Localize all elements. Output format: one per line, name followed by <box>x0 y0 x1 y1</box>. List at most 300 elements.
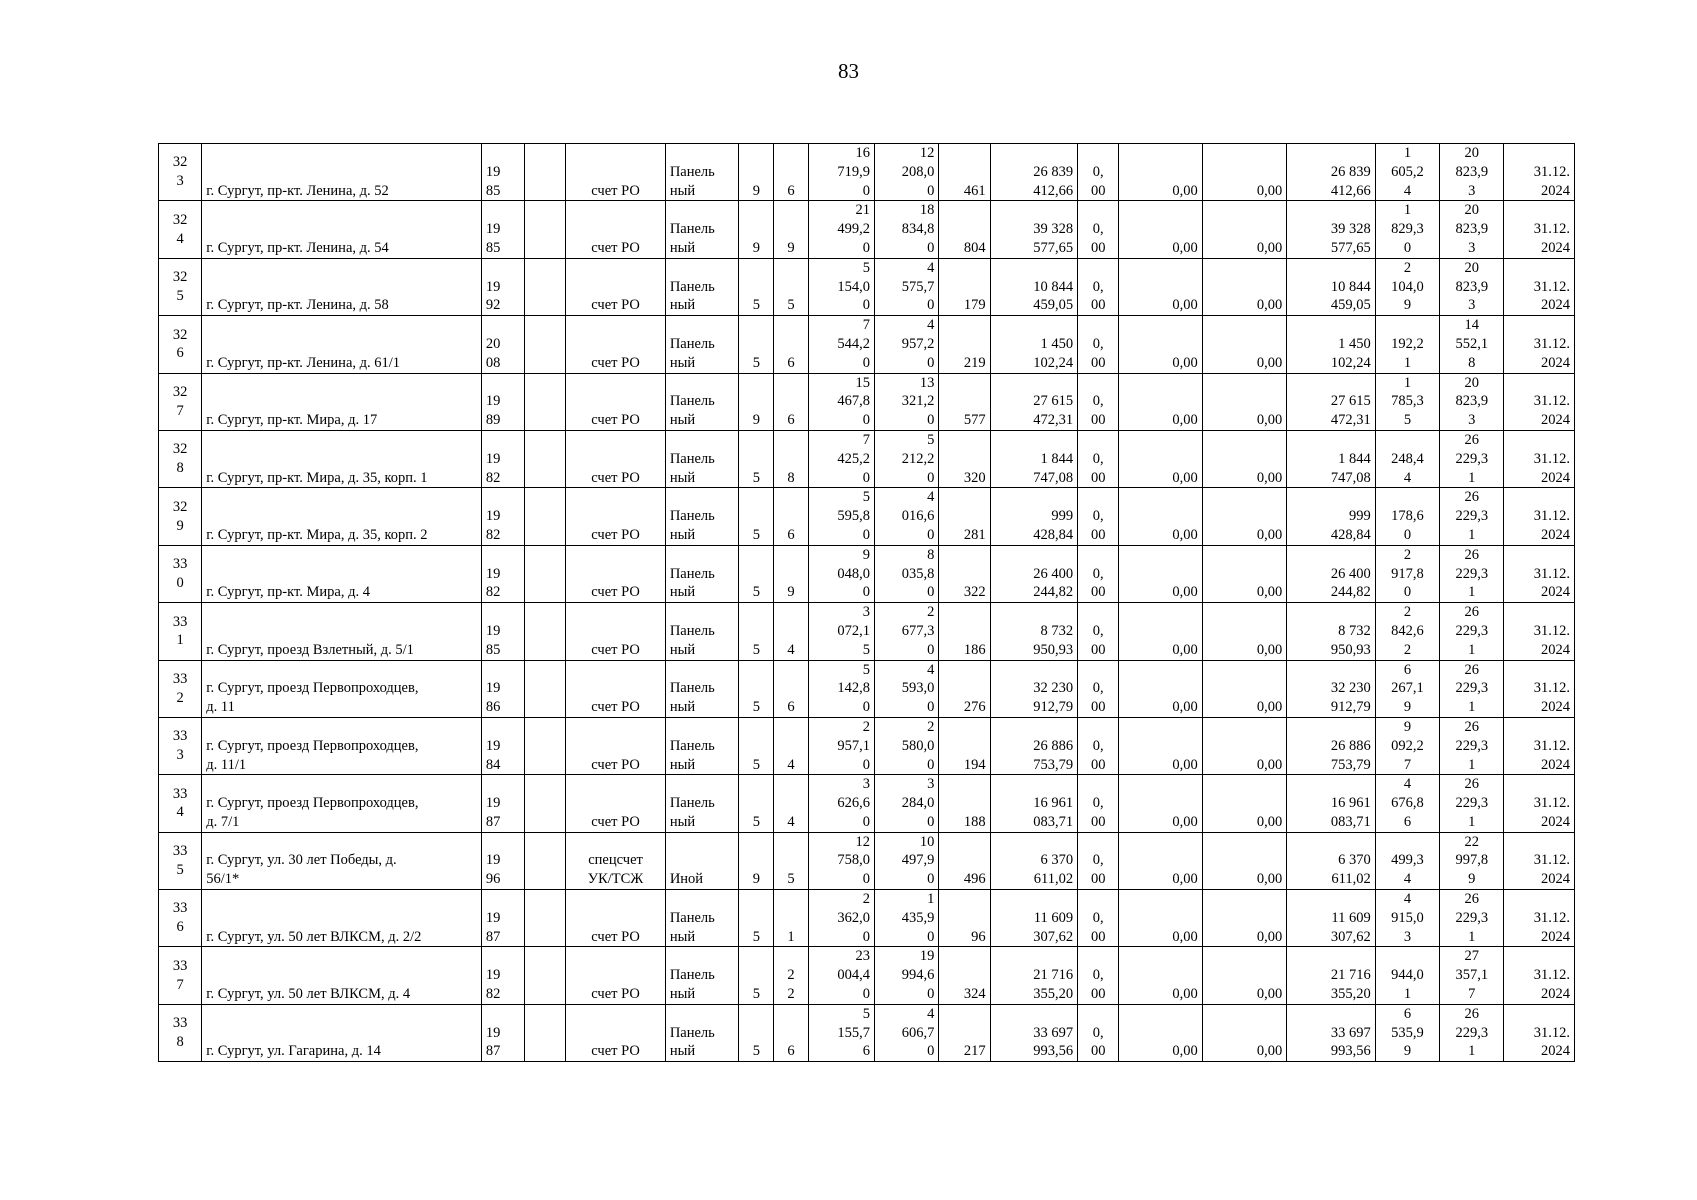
row-number-cell: 33 6 <box>159 890 202 947</box>
row-number-cell: 33 5 <box>159 832 202 889</box>
table-row <box>159 316 1575 373</box>
floors-cell: 5 <box>739 258 774 315</box>
deadline-cell: 31.12. 2024 <box>1504 545 1575 602</box>
planned-funds-cell: 26 400 244,82 <box>1287 545 1376 602</box>
max-cost-cell: 14 552,1 8 <box>1440 316 1504 373</box>
budget-cell: 0,00 <box>1119 660 1202 717</box>
budget-cell: 0,00 <box>1119 316 1202 373</box>
year-cell: 19 82 <box>481 947 524 1004</box>
wall-material-cell: Панель ный <box>665 316 738 373</box>
owner-funds-cell: 0,00 <box>1202 373 1286 430</box>
entrances-cell: 4 <box>774 603 808 660</box>
residential-area-cell: 2 677,3 0 <box>874 603 938 660</box>
deadline-cell: 31.12. 2024 <box>1504 603 1575 660</box>
fund-share-cell: 0, 00 <box>1078 545 1119 602</box>
residents-cell: 219 <box>939 316 990 373</box>
residents-cell: 320 <box>939 430 990 487</box>
row-number-cell: 32 9 <box>159 488 202 545</box>
deadline-cell: 31.12. 2024 <box>1504 947 1575 1004</box>
total-cost-cell: 32 230 912,79 <box>990 660 1077 717</box>
account-type-cell: счет РО <box>566 1004 666 1061</box>
total-area-cell: 7 544,2 0 <box>808 316 874 373</box>
account-type-cell: счет РО <box>566 488 666 545</box>
deadline-cell: 31.12. 2024 <box>1504 258 1575 315</box>
max-cost-cell: 27 357,1 7 <box>1440 947 1504 1004</box>
row-number-cell: 33 8 <box>159 1004 202 1061</box>
address-cell: г. Сургут, ул. 30 лет Победы, д. 56/1* <box>202 832 482 889</box>
address-cell: г. Сургут, пр-кт. Мира, д. 35, корп. 1 <box>202 430 482 487</box>
wall-material-cell: Иной <box>665 832 738 889</box>
fund-share-cell: 0, 00 <box>1078 775 1119 832</box>
row-number-cell: 33 2 <box>159 660 202 717</box>
deadline-cell: 31.12. 2024 <box>1504 660 1575 717</box>
residential-area-cell: 3 284,0 0 <box>874 775 938 832</box>
total-cost-cell: 6 370 611,02 <box>990 832 1077 889</box>
table-row <box>159 775 1575 832</box>
owner-funds-cell: 0,00 <box>1202 488 1286 545</box>
account-type-cell: счет РО <box>566 717 666 774</box>
residential-area-cell: 4 606,7 0 <box>874 1004 938 1061</box>
max-cost-cell: 26 229,3 1 <box>1440 1004 1504 1061</box>
owner-funds-cell: 0,00 <box>1202 947 1286 1004</box>
total-cost-cell: 1 450 102,24 <box>990 316 1077 373</box>
wall-material-cell: Панель ный <box>665 660 738 717</box>
total-area-cell: 21 499,2 0 <box>808 201 874 258</box>
account-type-cell: счет РО <box>566 430 666 487</box>
account-type-cell: счет РО <box>566 660 666 717</box>
deadline-cell: 31.12. 2024 <box>1504 373 1575 430</box>
planned-funds-cell: 16 961 083,71 <box>1287 775 1376 832</box>
residential-area-cell: 1 435,9 0 <box>874 890 938 947</box>
max-cost-cell: 26 229,3 1 <box>1440 430 1504 487</box>
residents-cell: 322 <box>939 545 990 602</box>
address-cell: г. Сургут, пр-кт. Мира, д. 4 <box>202 545 482 602</box>
residents-cell: 324 <box>939 947 990 1004</box>
floors-cell: 5 <box>739 947 774 1004</box>
planned-funds-cell: 39 328 577,65 <box>1287 201 1376 258</box>
max-cost-cell: 20 823,9 3 <box>1440 201 1504 258</box>
residents-cell: 188 <box>939 775 990 832</box>
wall-material-cell: Панель ный <box>665 890 738 947</box>
account-type-cell: счет РО <box>566 775 666 832</box>
deadline-cell: 31.12. 2024 <box>1504 316 1575 373</box>
row-number-cell: 33 3 <box>159 717 202 774</box>
year-cell: 19 96 <box>481 832 524 889</box>
table-row <box>159 430 1575 487</box>
row-number-cell: 33 1 <box>159 603 202 660</box>
planned-funds-cell: 33 697 993,56 <box>1287 1004 1376 1061</box>
budget-cell: 0,00 <box>1119 717 1202 774</box>
floors-cell: 5 <box>739 717 774 774</box>
budget-cell: 0,00 <box>1119 890 1202 947</box>
residents-cell: 496 <box>939 832 990 889</box>
year-cell: 19 84 <box>481 717 524 774</box>
budget-cell: 0,00 <box>1119 201 1202 258</box>
fund-share-cell: 0, 00 <box>1078 890 1119 947</box>
empty-cell <box>525 890 566 947</box>
year-cell: 19 85 <box>481 201 524 258</box>
floors-cell: 9 <box>739 201 774 258</box>
owner-funds-cell: 0,00 <box>1202 201 1286 258</box>
address-cell: г. Сургут, ул. 50 лет ВЛКСМ, д. 2/2 <box>202 890 482 947</box>
address-cell: г. Сургут, проезд Первопроходцев, д. 7/1 <box>202 775 482 832</box>
floors-cell: 5 <box>739 488 774 545</box>
fund-share-cell: 0, 00 <box>1078 258 1119 315</box>
address-cell: г. Сургут, пр-кт. Ленина, д. 54 <box>202 201 482 258</box>
fund-share-cell: 0, 00 <box>1078 430 1119 487</box>
owner-funds-cell: 0,00 <box>1202 603 1286 660</box>
residential-area-cell: 4 957,2 0 <box>874 316 938 373</box>
floors-cell: 5 <box>739 545 774 602</box>
wall-material-cell: Панель ный <box>665 603 738 660</box>
budget-cell: 0,00 <box>1119 603 1202 660</box>
wall-material-cell: Панель ный <box>665 775 738 832</box>
owner-funds-cell: 0,00 <box>1202 775 1286 832</box>
budget-cell: 0,00 <box>1119 832 1202 889</box>
planned-funds-cell: 26 886 753,79 <box>1287 717 1376 774</box>
wall-material-cell: Панель ный <box>665 201 738 258</box>
table-row <box>159 545 1575 602</box>
empty-cell <box>525 1004 566 1061</box>
table-row <box>159 603 1575 660</box>
empty-cell <box>525 545 566 602</box>
address-cell: г. Сургут, пр-кт. Ленина, д. 58 <box>202 258 482 315</box>
unit-cost-cell: 2 917,8 0 <box>1375 545 1439 602</box>
floors-cell: 5 <box>739 603 774 660</box>
total-area-cell: 2 957,1 0 <box>808 717 874 774</box>
unit-cost-cell: 6 267,1 9 <box>1375 660 1439 717</box>
unit-cost-cell: 1 605,2 4 <box>1375 144 1439 201</box>
table-row <box>159 258 1575 315</box>
table-row <box>159 201 1575 258</box>
max-cost-cell: 26 229,3 1 <box>1440 890 1504 947</box>
total-area-cell: 9 048,0 0 <box>808 545 874 602</box>
budget-cell: 0,00 <box>1119 373 1202 430</box>
fund-share-cell: 0, 00 <box>1078 717 1119 774</box>
total-area-cell: 5 595,8 0 <box>808 488 874 545</box>
empty-cell <box>525 775 566 832</box>
max-cost-cell: 20 823,9 3 <box>1440 373 1504 430</box>
max-cost-cell: 26 229,3 1 <box>1440 660 1504 717</box>
empty-cell <box>525 258 566 315</box>
residential-area-cell: 13 321,2 0 <box>874 373 938 430</box>
row-number-cell: 32 3 <box>159 144 202 201</box>
year-cell: 19 87 <box>481 890 524 947</box>
owner-funds-cell: 0,00 <box>1202 890 1286 947</box>
unit-cost-cell: 4 915,0 3 <box>1375 890 1439 947</box>
entrances-cell: 6 <box>774 1004 808 1061</box>
account-type-cell: счет РО <box>566 373 666 430</box>
wall-material-cell: Панель ный <box>665 488 738 545</box>
account-type-cell: счет РО <box>566 144 666 201</box>
year-cell: 19 87 <box>481 1004 524 1061</box>
wall-material-cell: Панель ный <box>665 717 738 774</box>
owner-funds-cell: 0,00 <box>1202 430 1286 487</box>
wall-material-cell: Панель ный <box>665 144 738 201</box>
year-cell: 19 85 <box>481 603 524 660</box>
budget-cell: 0,00 <box>1119 545 1202 602</box>
owner-funds-cell: 0,00 <box>1202 316 1286 373</box>
total-area-cell: 15 467,8 0 <box>808 373 874 430</box>
planned-funds-cell: 8 732 950,93 <box>1287 603 1376 660</box>
floors-cell: 5 <box>739 775 774 832</box>
year-cell: 20 08 <box>481 316 524 373</box>
deadline-cell: 31.12. 2024 <box>1504 832 1575 889</box>
max-cost-cell: 26 229,3 1 <box>1440 488 1504 545</box>
residential-area-cell: 4 593,0 0 <box>874 660 938 717</box>
year-cell: 19 87 <box>481 775 524 832</box>
deadline-cell: 31.12. 2024 <box>1504 1004 1575 1061</box>
entrances-cell: 4 <box>774 775 808 832</box>
max-cost-cell: 26 229,3 1 <box>1440 545 1504 602</box>
residents-cell: 276 <box>939 660 990 717</box>
deadline-cell: 31.12. 2024 <box>1504 144 1575 201</box>
entrances-cell: 8 <box>774 430 808 487</box>
residential-area-cell: 12 208,0 0 <box>874 144 938 201</box>
total-cost-cell: 10 844 459,05 <box>990 258 1077 315</box>
empty-cell <box>525 488 566 545</box>
fund-share-cell: 0, 00 <box>1078 603 1119 660</box>
entrances-cell: 6 <box>774 373 808 430</box>
row-number-cell: 32 5 <box>159 258 202 315</box>
floors-cell: 5 <box>739 1004 774 1061</box>
residential-area-cell: 4 575,7 0 <box>874 258 938 315</box>
address-cell: г. Сургут, проезд Первопроходцев, д. 11 <box>202 660 482 717</box>
entrances-cell: 9 <box>774 545 808 602</box>
unit-cost-cell: 6 535,9 9 <box>1375 1004 1439 1061</box>
fund-share-cell: 0, 00 <box>1078 373 1119 430</box>
deadline-cell: 31.12. 2024 <box>1504 430 1575 487</box>
unit-cost-cell: 192,2 1 <box>1375 316 1439 373</box>
residential-area-cell: 2 580,0 0 <box>874 717 938 774</box>
wall-material-cell: Панель ный <box>665 258 738 315</box>
planned-funds-cell: 21 716 355,20 <box>1287 947 1376 1004</box>
wall-material-cell: Панель ный <box>665 947 738 1004</box>
fund-share-cell: 0, 00 <box>1078 947 1119 1004</box>
unit-cost-cell: 499,3 4 <box>1375 832 1439 889</box>
year-cell: 19 85 <box>481 144 524 201</box>
table-row <box>159 1004 1575 1061</box>
budget-cell: 0,00 <box>1119 430 1202 487</box>
address-cell: г. Сургут, пр-кт. Мира, д. 17 <box>202 373 482 430</box>
budget-cell: 0,00 <box>1119 258 1202 315</box>
unit-cost-cell: 2 104,0 9 <box>1375 258 1439 315</box>
total-area-cell: 5 154,0 0 <box>808 258 874 315</box>
fund-share-cell: 0, 00 <box>1078 1004 1119 1061</box>
registry-table <box>158 143 1575 1062</box>
account-type-cell: счет РО <box>566 890 666 947</box>
unit-cost-cell: 248,4 4 <box>1375 430 1439 487</box>
total-cost-cell: 26 886 753,79 <box>990 717 1077 774</box>
owner-funds-cell: 0,00 <box>1202 832 1286 889</box>
deadline-cell: 31.12. 2024 <box>1504 488 1575 545</box>
unit-cost-cell: 4 676,8 6 <box>1375 775 1439 832</box>
year-cell: 19 86 <box>481 660 524 717</box>
year-cell: 19 82 <box>481 545 524 602</box>
registry-body <box>159 144 1575 1062</box>
empty-cell <box>525 947 566 1004</box>
account-type-cell: спецсчет УК/ТСЖ <box>566 832 666 889</box>
entrances-cell: 5 <box>774 832 808 889</box>
table-row <box>159 832 1575 889</box>
address-cell: г. Сургут, пр-кт. Ленина, д. 61/1 <box>202 316 482 373</box>
owner-funds-cell: 0,00 <box>1202 258 1286 315</box>
owner-funds-cell: 0,00 <box>1202 144 1286 201</box>
empty-cell <box>525 430 566 487</box>
total-cost-cell: 33 697 993,56 <box>990 1004 1077 1061</box>
fund-share-cell: 0, 00 <box>1078 660 1119 717</box>
empty-cell <box>525 603 566 660</box>
residential-area-cell: 19 994,6 0 <box>874 947 938 1004</box>
entrances-cell: 4 <box>774 717 808 774</box>
planned-funds-cell: 999 428,84 <box>1287 488 1376 545</box>
table-row <box>159 144 1575 201</box>
residents-cell: 577 <box>939 373 990 430</box>
total-cost-cell: 1 844 747,08 <box>990 430 1077 487</box>
row-number-cell: 32 8 <box>159 430 202 487</box>
table-row <box>159 947 1575 1004</box>
deadline-cell: 31.12. 2024 <box>1504 201 1575 258</box>
fund-share-cell: 0, 00 <box>1078 488 1119 545</box>
residents-cell: 96 <box>939 890 990 947</box>
table-row <box>159 717 1575 774</box>
budget-cell: 0,00 <box>1119 488 1202 545</box>
fund-share-cell: 0, 00 <box>1078 832 1119 889</box>
account-type-cell: счет РО <box>566 258 666 315</box>
total-cost-cell: 999 428,84 <box>990 488 1077 545</box>
wall-material-cell: Панель ный <box>665 430 738 487</box>
entrances-cell: 2 2 <box>774 947 808 1004</box>
empty-cell <box>525 316 566 373</box>
unit-cost-cell: 944,0 1 <box>1375 947 1439 1004</box>
entrances-cell: 1 <box>774 890 808 947</box>
entrances-cell: 9 <box>774 201 808 258</box>
floors-cell: 5 <box>739 430 774 487</box>
total-cost-cell: 21 716 355,20 <box>990 947 1077 1004</box>
total-cost-cell: 27 615 472,31 <box>990 373 1077 430</box>
year-cell: 19 82 <box>481 430 524 487</box>
wall-material-cell: Панель ный <box>665 373 738 430</box>
residential-area-cell: 5 212,2 0 <box>874 430 938 487</box>
budget-cell: 0,00 <box>1119 144 1202 201</box>
address-cell: г. Сургут, ул. 50 лет ВЛКСМ, д. 4 <box>202 947 482 1004</box>
account-type-cell: счет РО <box>566 947 666 1004</box>
entrances-cell: 6 <box>774 488 808 545</box>
total-cost-cell: 39 328 577,65 <box>990 201 1077 258</box>
planned-funds-cell: 26 839 412,66 <box>1287 144 1376 201</box>
row-number-cell: 32 4 <box>159 201 202 258</box>
year-cell: 19 92 <box>481 258 524 315</box>
row-number-cell: 33 7 <box>159 947 202 1004</box>
unit-cost-cell: 2 842,6 2 <box>1375 603 1439 660</box>
address-cell: г. Сургут, ул. Гагарина, д. 14 <box>202 1004 482 1061</box>
address-cell: г. Сургут, пр-кт. Ленина, д. 52 <box>202 144 482 201</box>
unit-cost-cell: 9 092,2 7 <box>1375 717 1439 774</box>
budget-cell: 0,00 <box>1119 947 1202 1004</box>
owner-funds-cell: 0,00 <box>1202 545 1286 602</box>
account-type-cell: счет РО <box>566 545 666 602</box>
deadline-cell: 31.12. 2024 <box>1504 890 1575 947</box>
residential-area-cell: 18 834,8 0 <box>874 201 938 258</box>
owner-funds-cell: 0,00 <box>1202 1004 1286 1061</box>
residents-cell: 179 <box>939 258 990 315</box>
planned-funds-cell: 27 615 472,31 <box>1287 373 1376 430</box>
residents-cell: 804 <box>939 201 990 258</box>
row-number-cell: 32 6 <box>159 316 202 373</box>
residential-area-cell: 10 497,9 0 <box>874 832 938 889</box>
address-cell: г. Сургут, пр-кт. Мира, д. 35, корп. 2 <box>202 488 482 545</box>
empty-cell <box>525 660 566 717</box>
account-type-cell: счет РО <box>566 201 666 258</box>
planned-funds-cell: 1 844 747,08 <box>1287 430 1376 487</box>
floors-cell: 9 <box>739 144 774 201</box>
residents-cell: 186 <box>939 603 990 660</box>
row-number-cell: 33 0 <box>159 545 202 602</box>
entrances-cell: 6 <box>774 316 808 373</box>
empty-cell <box>525 144 566 201</box>
total-cost-cell: 16 961 083,71 <box>990 775 1077 832</box>
fund-share-cell: 0, 00 <box>1078 201 1119 258</box>
wall-material-cell: Панель ный <box>665 1004 738 1061</box>
residents-cell: 194 <box>939 717 990 774</box>
deadline-cell: 31.12. 2024 <box>1504 717 1575 774</box>
fund-share-cell: 0, 00 <box>1078 316 1119 373</box>
table-row <box>159 373 1575 430</box>
fund-share-cell: 0, 00 <box>1078 144 1119 201</box>
table-row <box>159 890 1575 947</box>
total-area-cell: 5 155,7 6 <box>808 1004 874 1061</box>
year-cell: 19 82 <box>481 488 524 545</box>
unit-cost-cell: 1 829,3 0 <box>1375 201 1439 258</box>
residents-cell: 281 <box>939 488 990 545</box>
unit-cost-cell: 1 785,3 5 <box>1375 373 1439 430</box>
wall-material-cell: Панель ный <box>665 545 738 602</box>
residents-cell: 217 <box>939 1004 990 1061</box>
max-cost-cell: 20 823,9 3 <box>1440 144 1504 201</box>
total-area-cell: 16 719,9 0 <box>808 144 874 201</box>
owner-funds-cell: 0,00 <box>1202 660 1286 717</box>
year-cell: 19 89 <box>481 373 524 430</box>
entrances-cell: 5 <box>774 258 808 315</box>
planned-funds-cell: 11 609 307,62 <box>1287 890 1376 947</box>
address-cell: г. Сургут, проезд Первопроходцев, д. 11/1 <box>202 717 482 774</box>
total-area-cell: 7 425,2 0 <box>808 430 874 487</box>
empty-cell <box>525 201 566 258</box>
budget-cell: 0,00 <box>1119 1004 1202 1061</box>
total-area-cell: 23 004,4 0 <box>808 947 874 1004</box>
max-cost-cell: 26 229,3 1 <box>1440 775 1504 832</box>
account-type-cell: счет РО <box>566 316 666 373</box>
deadline-cell: 31.12. 2024 <box>1504 775 1575 832</box>
entrances-cell: 6 <box>774 660 808 717</box>
total-area-cell: 12 758,0 0 <box>808 832 874 889</box>
residential-area-cell: 4 016,6 0 <box>874 488 938 545</box>
floors-cell: 9 <box>739 373 774 430</box>
unit-cost-cell: 178,6 0 <box>1375 488 1439 545</box>
planned-funds-cell: 1 450 102,24 <box>1287 316 1376 373</box>
residents-cell: 461 <box>939 144 990 201</box>
table-row <box>159 488 1575 545</box>
budget-cell: 0,00 <box>1119 775 1202 832</box>
total-area-cell: 3 626,6 0 <box>808 775 874 832</box>
floors-cell: 5 <box>739 316 774 373</box>
floors-cell: 5 <box>739 890 774 947</box>
total-cost-cell: 26 839 412,66 <box>990 144 1077 201</box>
total-area-cell: 3 072,1 5 <box>808 603 874 660</box>
empty-cell <box>525 373 566 430</box>
empty-cell <box>525 717 566 774</box>
planned-funds-cell: 10 844 459,05 <box>1287 258 1376 315</box>
